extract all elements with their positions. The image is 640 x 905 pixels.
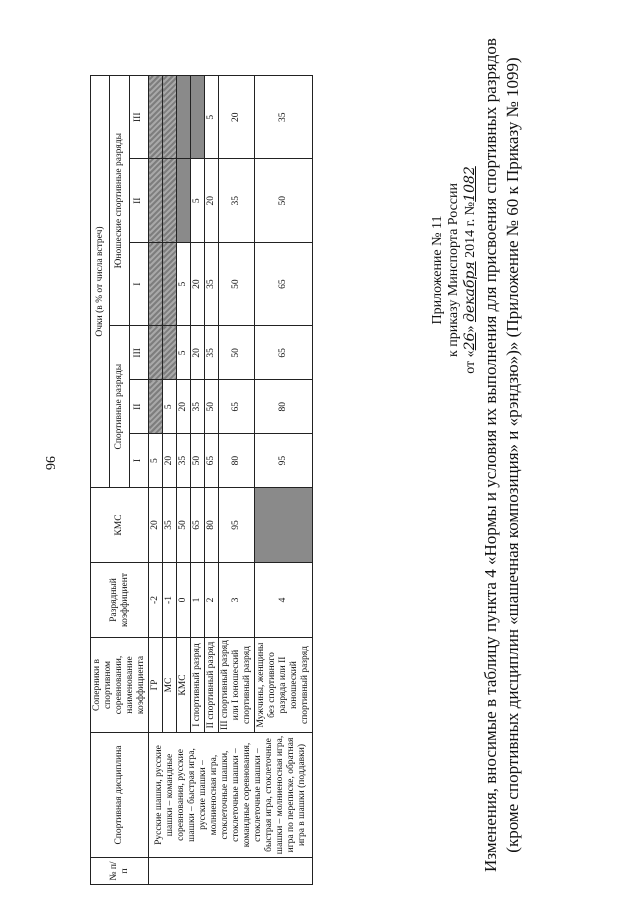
coef-cell: 3	[219, 563, 255, 638]
coef-cell: 4	[255, 563, 313, 638]
header-youth-III: III	[129, 76, 148, 159]
norms-table	[90, 75, 313, 885]
value-cell-II: 20	[177, 380, 191, 434]
value-cell-yIII: 20	[219, 76, 255, 159]
value-cell-kms: 35	[163, 488, 177, 563]
value-cell-I: 80	[219, 434, 255, 488]
value-cell-yIII	[163, 76, 177, 159]
value-cell-II: 50	[205, 380, 219, 434]
value-cell-yI: 50	[219, 242, 255, 325]
value-cell-yIII	[177, 76, 191, 159]
header-rank-I: I	[129, 434, 148, 488]
value-cell-III: 20	[191, 326, 205, 380]
value-cell-III: 65	[255, 326, 313, 380]
header-num: № п/п	[91, 858, 149, 885]
value-cell-kms: 20	[149, 488, 163, 563]
value-cell-yII: 35	[219, 159, 255, 242]
row-number-cell	[149, 858, 313, 885]
opponent-cell: Мужчины, женщины без спортивного разряда или II юношеский спортивный разряд	[255, 638, 313, 733]
appendix-header	[430, 105, 479, 435]
header-youth-II: II	[129, 159, 148, 242]
value-cell-I: 50	[191, 434, 205, 488]
date-mid: »	[463, 325, 478, 333]
value-cell-kms	[255, 488, 313, 563]
header-coef: Разрядный коэффициент	[91, 563, 149, 638]
title-line2: (кроме спортивных дисциплин «шашечная композиция» и «рэндзю»)» (Приложение № 60 к Приказу № 1099)	[503, 57, 522, 853]
header-sport-ranks: Спортивные разряды	[110, 326, 129, 488]
value-cell-yI: 5	[177, 242, 191, 325]
header-rank-III: III	[129, 326, 148, 380]
document-title	[480, 25, 524, 885]
date-day: 26	[462, 332, 478, 351]
value-cell-yII	[149, 159, 163, 242]
opponent-cell: ГР	[149, 638, 163, 733]
value-cell-I: 95	[255, 434, 313, 488]
header-youth-I: I	[129, 242, 148, 325]
value-cell-III	[149, 326, 163, 380]
value-cell-kms: 95	[219, 488, 255, 563]
value-cell-I: 35	[177, 434, 191, 488]
value-cell-yII: 50	[255, 159, 313, 242]
appendix-line2: к приказу Минспорта России	[446, 183, 461, 357]
value-cell-yII	[177, 159, 191, 242]
value-cell-II	[149, 380, 163, 434]
value-cell-yI	[149, 242, 163, 325]
discipline-cell: Русские шашки, русские шашки – командные соревнования, русские шашки – быстрая игра, русские шашки – молниеносная игра, стоклеточные шашки, стоклеточные шашки – командные соревнования, стоклеточные шашки – быстрая игра, стоклеточные шашки – молниеносная игра, игра по переписке, обратная игра в шашки (поддавки)	[149, 733, 313, 858]
appendix-line1: Приложение № 11	[430, 215, 445, 325]
order-number: 1082	[462, 166, 478, 202]
header-discipline: Спортивная дисциплина	[91, 733, 149, 858]
coef-cell: -1	[163, 563, 177, 638]
value-cell-yIII	[149, 76, 163, 159]
value-cell-yIII: 35	[255, 76, 313, 159]
value-cell-yI: 65	[255, 242, 313, 325]
value-cell-II: 65	[219, 380, 255, 434]
date-year: 2014 г. №	[463, 201, 478, 258]
coef-cell: -2	[149, 563, 163, 638]
opponent-cell: I спортивный разряд	[191, 638, 205, 733]
value-cell-III: 5	[177, 326, 191, 380]
value-cell-yII: 20	[205, 159, 219, 242]
title-line1: Изменения, вносимые в таблицу пункта 4 «Нормы и условия их выполнения для присвоения спортивных разрядов	[481, 38, 500, 872]
value-cell-yI: 35	[205, 242, 219, 325]
value-cell-II: 35	[191, 380, 205, 434]
coef-cell: 1	[191, 563, 205, 638]
header-rank-II: II	[129, 380, 148, 434]
page-number: 96	[42, 456, 57, 470]
table-row	[149, 76, 163, 885]
opponent-cell: III спортивный разряд или I юношеский спортивный разряд	[219, 638, 255, 733]
value-cell-kms: 80	[205, 488, 219, 563]
value-cell-I: 5	[149, 434, 163, 488]
value-cell-yI	[163, 242, 177, 325]
header-youth-ranks: Юношеские спортивные разряды	[110, 76, 129, 326]
value-cell-yIII: 5	[205, 76, 219, 159]
opponent-cell: КМС	[177, 638, 191, 733]
value-cell-yIII	[191, 76, 205, 159]
value-cell-III	[163, 326, 177, 380]
appendix-line3	[462, 105, 479, 435]
header-points: Очки (в % от числа встреч)	[91, 76, 110, 488]
value-cell-II: 80	[255, 380, 313, 434]
value-cell-yI: 20	[191, 242, 205, 325]
date-month: декабря	[462, 261, 478, 323]
value-cell-kms: 50	[177, 488, 191, 563]
coef-cell: 0	[177, 563, 191, 638]
date-prefix: от «	[463, 350, 478, 374]
header-opponents: Соперники в спортивном соревновании, наименование коэффициента	[91, 638, 149, 733]
opponent-cell: МС	[163, 638, 177, 733]
header-kms: КМС	[91, 488, 149, 563]
value-cell-III: 35	[205, 326, 219, 380]
value-cell-I: 65	[205, 434, 219, 488]
value-cell-II: 5	[163, 380, 177, 434]
value-cell-yII: 5	[191, 159, 205, 242]
value-cell-kms: 65	[191, 488, 205, 563]
value-cell-yII	[163, 159, 177, 242]
coef-cell: 2	[205, 563, 219, 638]
value-cell-I: 20	[163, 434, 177, 488]
opponent-cell: II спортивный разряд	[205, 638, 219, 733]
value-cell-III: 50	[219, 326, 255, 380]
